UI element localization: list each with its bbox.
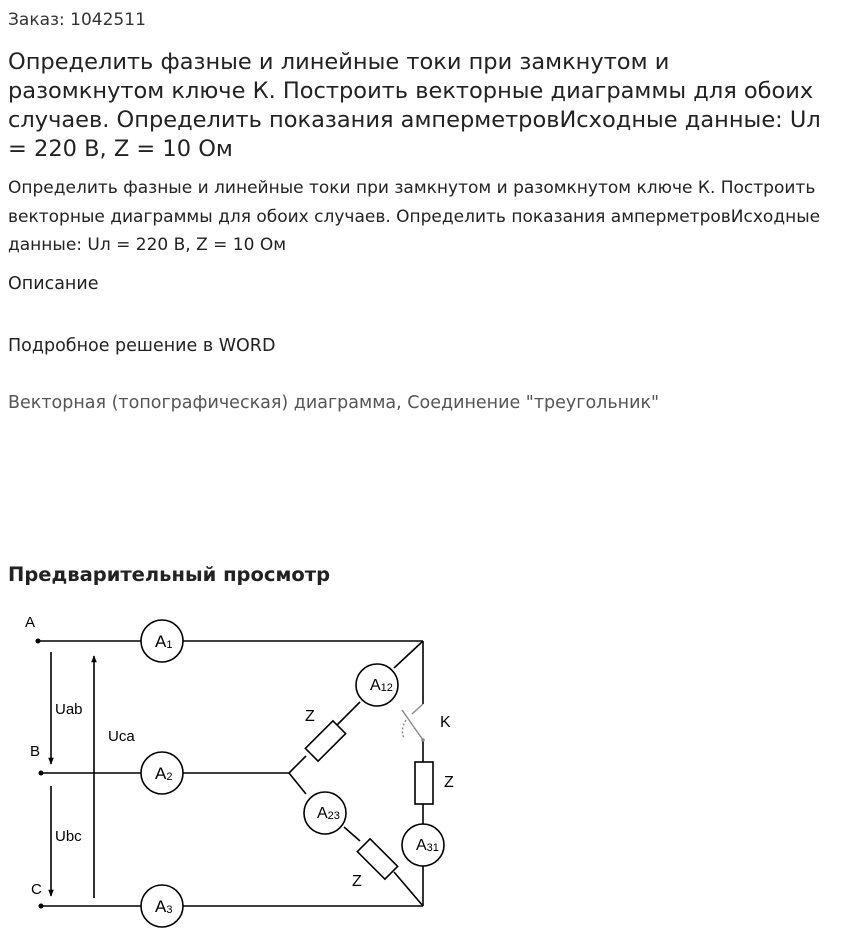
terminal-c [39,904,44,909]
svg-text:A31: A31 [416,837,439,854]
voltage-label-uab: Uab [55,701,83,718]
tag-link-delta-connection[interactable]: Соединение "треугольник" [407,393,660,413]
impedance-label-ab: Z [305,708,315,725]
ammeter-a1 [141,620,183,662]
terminal-a [36,639,41,644]
solution-note: Подробное решение в WORD [8,336,276,356]
node-label-c: C [31,881,42,898]
voltage-label-uca: Uca [108,728,135,745]
impedance-ca [415,762,433,804]
impedance-label-ca: Z [444,774,454,791]
voltage-label-ubc: Ubc [55,828,82,845]
description-section-label: Описание [8,274,99,294]
switch-k [402,704,423,740]
preview-heading: Предварительный просмотр [8,563,331,586]
svg-text:A1: A1 [155,632,173,651]
ammeter-a23 [304,792,346,834]
impedance-ab [305,721,345,761]
svg-text:A23: A23 [317,805,340,822]
impedance-bc [357,839,397,879]
tag-separator: , [396,393,408,413]
circuit-diagram [10,604,480,929]
switch-label-k: K [440,714,451,731]
task-description: Определить фазные и линейные токи при замкнутом и разомкнутом ключе К. Построить векторные диаграммы для обоих случаев. Определить показания амперметровИсходные данные: Uл = 220 В, Z = 10 Ом [8,178,821,255]
ammeter-a2 [141,752,183,794]
ammeter-a31 [402,824,444,866]
order-number: Заказ: 1042511 [8,10,146,30]
ammeter-a3 [141,885,183,927]
impedance-label-bc: Z [352,873,362,890]
terminal-b [39,771,44,776]
tag-list [8,393,659,413]
page-title: Определить фазные и линейные токи при замкнутом и разомкнутом ключе К. Построить векторные диаграммы для обоих случаев. Определить показания амперметровИсходные данные: Uл = 220 В, Z = 10 Ом [8,49,821,162]
svg-text:A2: A2 [155,764,173,783]
ammeter-a12 [356,664,398,706]
node-label-b: B [30,743,41,760]
svg-text:A3: A3 [155,897,173,916]
node-label-a: A [25,614,36,631]
svg-text:A12: A12 [370,677,393,694]
tag-link-vector-diagram[interactable]: Векторная (топографическая) диаграмма [8,393,397,413]
